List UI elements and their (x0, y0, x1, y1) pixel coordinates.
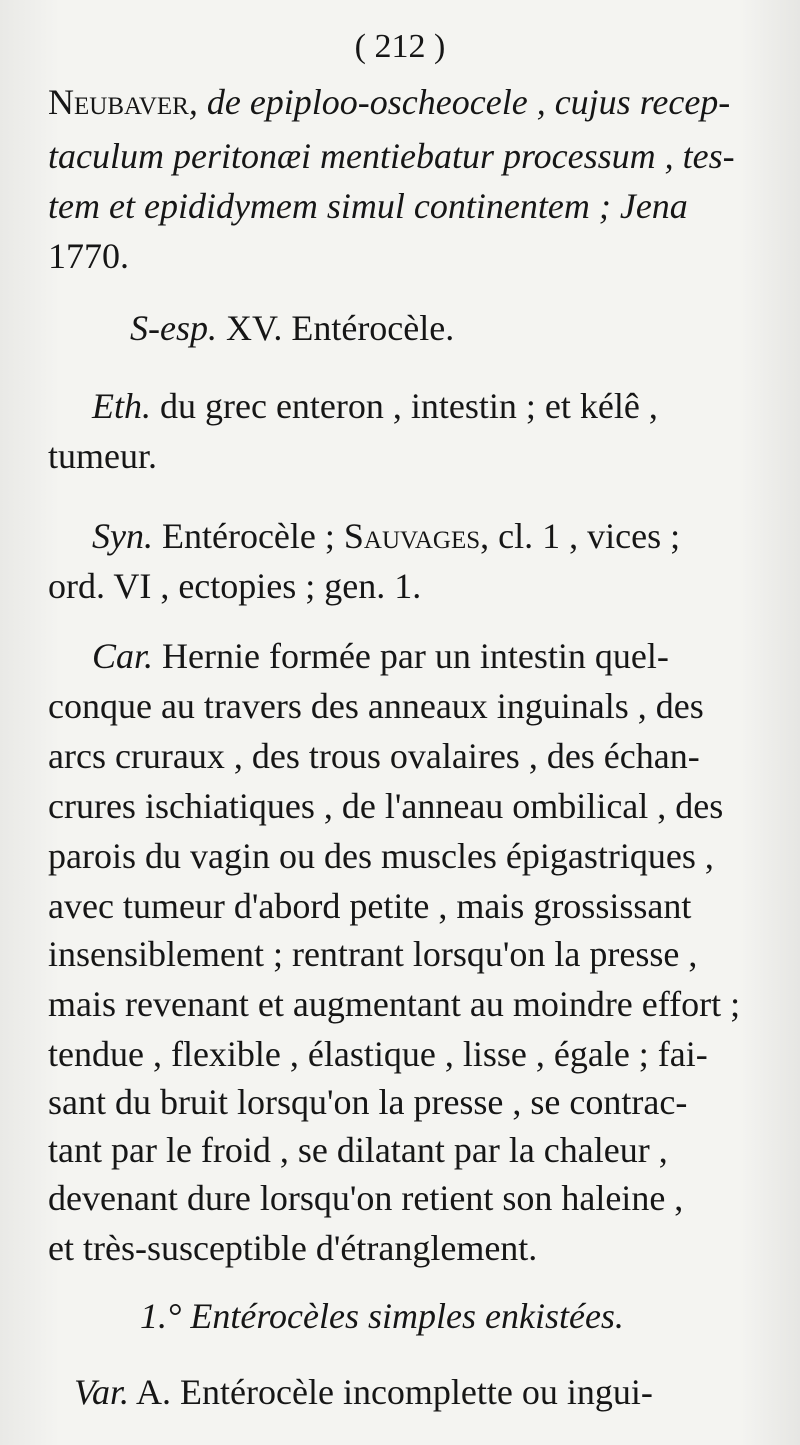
eth-line-1 (92, 386, 760, 426)
syn-line-2: ord. VI , ectopies ; gen. 1. (48, 566, 422, 606)
var-line (74, 1372, 764, 1412)
species-name: Entérocèle. (291, 308, 455, 348)
car-line-4: crures ischiatiques , de l'anneau ombilical , des (48, 786, 724, 826)
car-line-9: tendue , flexible , élastique , lisse , égale ; fai- (48, 1034, 708, 1074)
reference-line-3: tem et epididymem simul continentem ; Jena (48, 186, 688, 226)
reference-line-2: taculum peritonæi mentiebatur processum , tes- (48, 136, 735, 176)
car-line-12: devenant dure lorsqu'on retient son haleine , (48, 1178, 684, 1218)
eth-label: Eth. (92, 386, 151, 426)
syn-author: Sauvages (343, 516, 481, 556)
car-text-1: Hernie formée par un intestin quel- (162, 636, 669, 676)
reference-author: Neubaver (48, 82, 189, 122)
reference-line-4: 1770. (48, 236, 129, 276)
reference-line-1 (48, 82, 760, 122)
syn-label: Syn. (92, 516, 153, 556)
car-line-5: parois du vagin ou des muscles épigastriques , (48, 836, 714, 876)
eth-line-2: tumeur. (48, 436, 157, 476)
species-number: XV. (225, 308, 283, 348)
var-label: Var. (74, 1372, 130, 1412)
car-label: Car. (92, 636, 154, 676)
car-line-10: sant du bruit lorsqu'on la presse , se contrac- (48, 1082, 688, 1122)
car-line-13: et très-susceptible d'étranglement. (48, 1228, 538, 1268)
var-letter: A. (136, 1372, 172, 1412)
car-line-3: arcs cruraux , des trous ovalaires , des échan- (48, 736, 700, 776)
car-line-1 (92, 636, 760, 676)
section-heading: 1.° Entérocèles simples enkistées. (140, 1296, 624, 1336)
var-text: Entérocèle incomplette ou ingui- (180, 1372, 653, 1412)
car-line-7: insensiblement ; rentrant lorsqu'on la presse , (48, 934, 698, 974)
page-number: ( 212 ) (354, 28, 446, 65)
syn-text-a: Entérocèle ; (161, 516, 335, 556)
car-line-6: avec tumeur d'abord petite , mais grossissant (48, 886, 692, 926)
car-line-2: conque au travers des anneaux inguinals , des (48, 686, 704, 726)
reference-text-1: , de epiploo-oscheocele , cujus recep- (188, 82, 731, 122)
car-line-8: mais revenant et augmentant au moindre effort ; (48, 984, 741, 1024)
species-label: S-esp. (130, 308, 217, 348)
syn-text-b: , cl. 1 , vices ; (480, 516, 681, 556)
species-heading (130, 308, 730, 348)
syn-line-1 (92, 516, 760, 556)
eth-text-1: du grec enteron , intestin ; et kélê , (160, 386, 658, 426)
car-line-11: tant par le froid , se dilatant par la chaleur , (48, 1130, 668, 1170)
